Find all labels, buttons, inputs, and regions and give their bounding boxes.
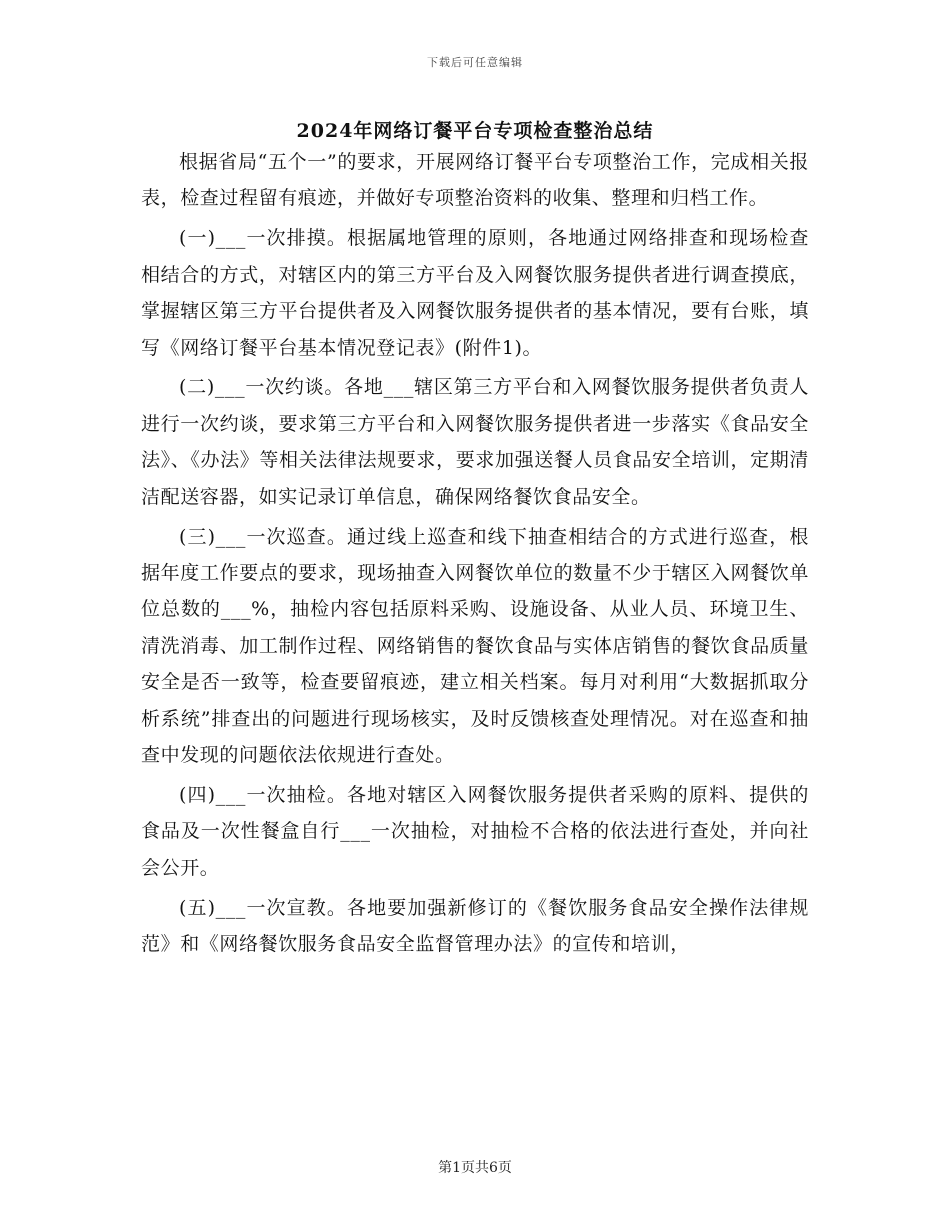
paragraph-section-5: (五)___一次宣教。各地要加强新修订的《餐饮服务食品安全操作法律规范》和《网络餐饮服务食品安全监督管理办法》的宣传和培训，	[141, 896, 809, 956]
paragraph-section-1: (一)___一次排摸。根据属地管理的原则，各地通过网络排查和现场检查相结合的方式，对辖区内的第三方平台及入网餐饮服务提供者进行调查摸底，掌握辖区第三方平台提供者及入网餐饮服务提供者的基本情况，要有台账，填写《网络订餐平台基本情况登记表》(附件1)。	[141, 227, 809, 359]
document-body	[141, 144, 809, 962]
paragraph-section-4: (四)___一次抽检。各地对辖区入网餐饮服务提供者采购的原料、提供的食品及一次性餐盒自行___一次抽检，对抽检不合格的依法进行查处，并向社会公开。	[141, 783, 809, 879]
page-number-footer: 第1页共6页	[438, 1160, 512, 1176]
document-title: 2024年网络订餐平台专项检查整治总结	[296, 120, 654, 142]
paragraph-section-2: (二)___一次约谈。各地___辖区第三方平台和入网餐饮服务提供者负责人进行一次约谈，要求第三方平台和入网餐饮服务提供者进一步落实《食品安全法》、《办法》等相关法律法规要求，要求加强送餐人员食品安全培训，定期清洁配送容器，如实记录订单信息，确保网络餐饮食品安全。	[141, 376, 809, 508]
paragraph-section-3: (三)___一次巡查。通过线上巡查和线下抽查相结合的方式进行巡查，根据年度工作要点的要求，现场抽查入网餐饮单位的数量不少于辖区入网餐饮单位总数的___%，抽检内容包括原料采购、设施设备、从业人员、环境卫生、清洗消毒、加工制作过程、网络销售的餐饮食品与实体店销售的餐饮食品质量安全是否一致等，检查要留痕迹，建立相关档案。每月对利用“大数据抓取分析系统”排查出的问题进行现场核实，及时反馈核查处理情况。对在巡查和抽查中发现的问题依法依规进行查处。	[141, 525, 809, 766]
paragraph-intro: 根据省局“五个一”的要求，开展网络订餐平台专项整治工作，完成相关报表，检查过程留有痕迹，并做好专项整治资料的收集、整理和归档工作。	[141, 151, 809, 210]
header-note: 下载后可任意编辑	[427, 56, 523, 69]
